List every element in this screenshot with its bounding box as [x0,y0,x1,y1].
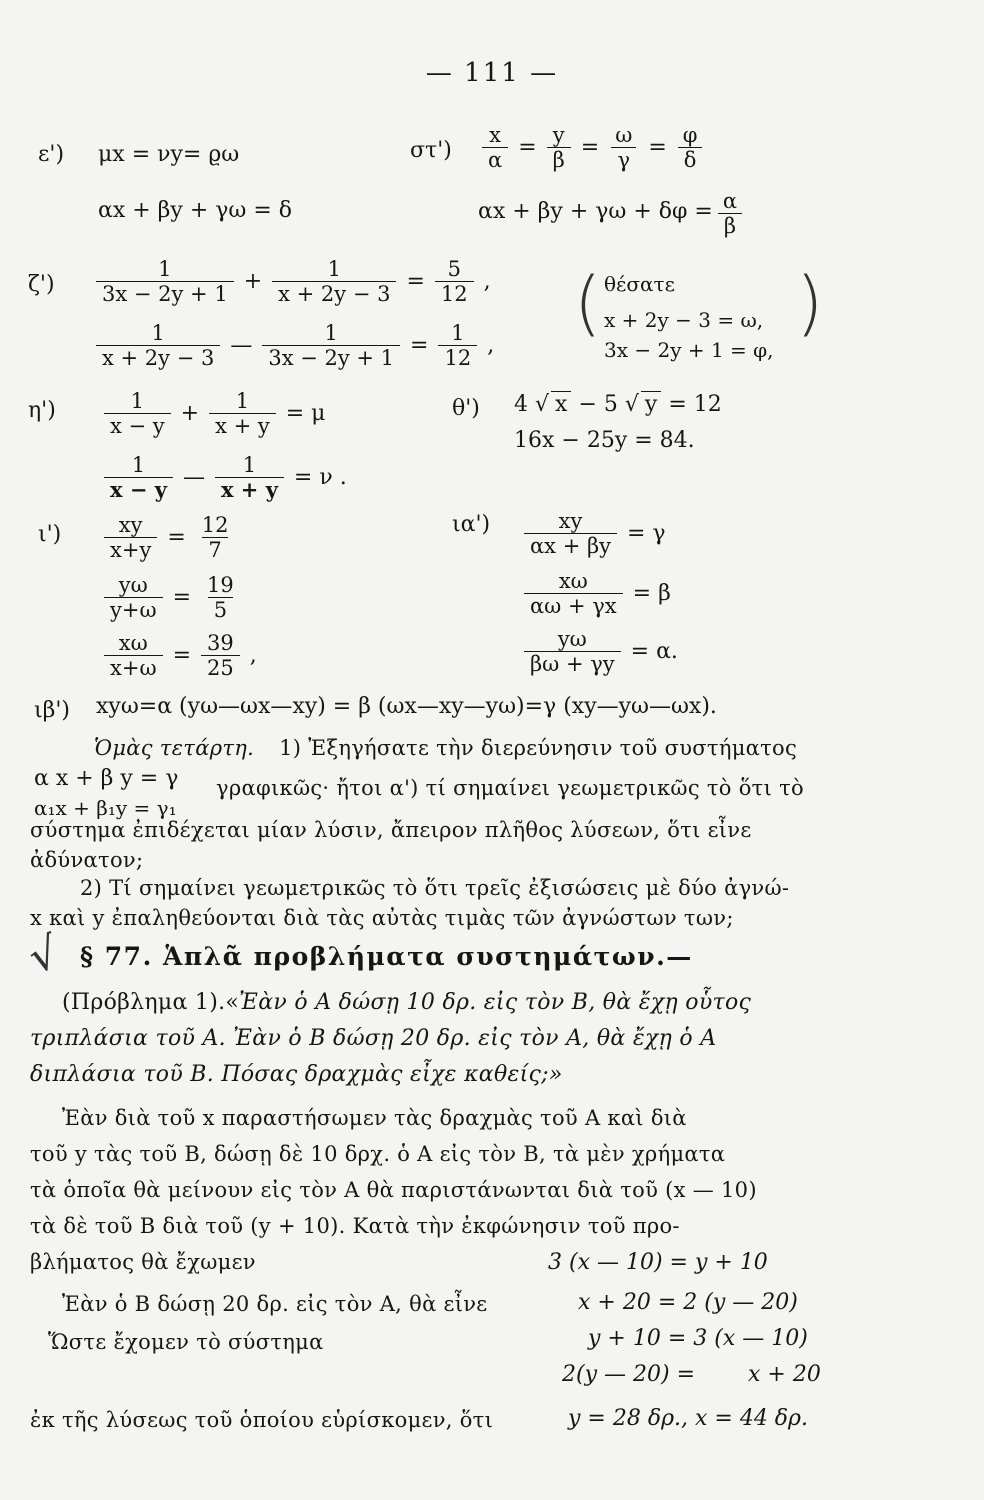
system-eq-1: α x + β y = γ [34,766,179,791]
exercise-label-z: ζ') [28,272,55,297]
question-1-line4: ἀδύνατον; [30,848,144,872]
frac-num: ω [615,123,633,147]
frac-num: 1 [130,389,145,413]
solution-line2: τοῦ y τὰς τοῦ Β, δώσῃ δὲ 10 δρχ. ὁ Α εἰς τὸν Β, τὰ μὲν χρήματα [30,1142,726,1166]
radicand: x [551,391,571,417]
solution-line6: Ἐὰν ὁ Β δώσῃ 20 δρ. εἰς τὸν Α, θὰ εἶνε [62,1292,488,1316]
section-heading: § 77. Ἁπλᾶ προβλήματα συστημάτων.— [80,942,693,971]
equals-sign: = [172,585,192,611]
substitution-note-line1: x + 2y − 3 = ω, [604,308,764,332]
question-2-line2: x καὶ y ἐπαληθεύονται διὰ τὰς αὐτὰς τιμὰς τῶν ἀγνώστων των; [30,906,734,930]
equals-sign: = [172,643,192,669]
problem-text: Ἐὰν ὁ Α δώσῃ 10 δρ. εἰς τὸν Β, θὰ ἔχῃ οὗτος [239,990,752,1015]
equation-2: x + 20 = 2 (y — 20) [578,1290,798,1315]
equation-3: y + 10 = 3 (x — 10) [588,1326,808,1351]
equation-e-line2: αx + βy + γω = δ [98,198,293,223]
final-answer: y = 28 δρ., x = 44 δρ. [568,1406,808,1431]
frac-num: 12 [201,513,229,537]
frac-num: 1 [151,321,165,345]
frac-den: 7 [202,537,227,561]
exercise-label-e: ε') [38,142,65,167]
frac-num: 1 [327,257,341,281]
frac-num: α [722,189,738,213]
plus-sign: + [243,269,263,295]
equation-z-line2 [92,322,500,369]
exercise-label-ia: ια') [452,512,491,537]
frac-den: α [482,147,508,171]
question-1-line2: γραφικῶς· ἤτοι α') τί σημαίνει γεωμετρικῶς τὸ ὅτι τὸ [216,776,804,800]
equation-i-line3 [100,632,263,679]
page-number: — 111 — [425,58,559,88]
equation-ia-line2 [520,570,677,617]
solution-line8: ἐκ τῆς λύσεως τοῦ ὁποίου εὑρίσκομεν, ὅτι [30,1408,494,1432]
equation-i-line2 [100,574,244,621]
question-2-line1: 2) Τί σημαίνει γεωμετρικῶς τὸ ὅτι τρεῖς ἐξισώσεις μὲ δύο ἀγνώ- [80,876,790,900]
frac-den: 3x − 2y + 1 [96,281,234,305]
frac-num: 1 [242,453,257,477]
frac-den: x+ω [104,655,163,679]
equation-h-line2 [100,454,353,501]
problem-line2: τριπλάσια τοῦ Α. Ἐὰν ὁ Β δώσῃ 20 δρ. εἰς τὸν Α, θὰ ἔχῃ ὁ Α [30,1026,717,1051]
frac-num: yω [118,573,148,597]
minus-sign: — [230,333,253,359]
group-title-text: Ὁμὰς τετάρτη. [94,736,255,760]
equation-h-line1 [100,390,331,437]
frac-num: xω [118,631,148,655]
equation-4-right: x + 20 [748,1362,821,1387]
frac-den: x + y [209,413,276,437]
frac-den: 12 [438,345,477,369]
comma: , [483,269,491,295]
equals-sign: = [167,525,186,551]
frac-den: βω + γy [524,651,621,675]
group-title [94,736,797,760]
sqrt-icon: √ [535,392,550,417]
substitution-note-title: θέσατε [604,272,675,296]
exercise-label-i: ι') [38,522,62,547]
frac-den: β [547,147,571,171]
equation-ib: xyω=α (yω—ωx—xy) = β (ωx—xy—yω)=γ (xy—yω—ωx). [96,694,717,719]
problem-label: (Πρόβλημα 1).« [62,990,240,1015]
frac-den: x + y [215,477,284,501]
system-eq-2: α₁x + β₁y = γ₁ [34,796,177,820]
equation-text: αx + βy + γω + δφ = [478,199,713,225]
equation-ia-line3 [520,628,684,675]
frac-den: 3x − 2y + 1 [262,345,400,369]
frac-den: x + 2y − 3 [96,345,220,369]
plus-sign: + [180,401,200,427]
frac-den: β [718,213,742,237]
equals-sign: = [580,135,600,161]
frac-den: y+ω [104,597,163,621]
frac-num: xy [558,509,583,533]
equation-ia-line1 [520,510,672,557]
frac-num: 39 [207,631,234,655]
comma: , [249,643,257,669]
equation-rhs: = μ [285,401,326,427]
exercise-label-ib: ιβ') [34,698,70,723]
frac-num: xω [558,569,588,593]
equation-1: 3 (x — 10) = y + 10 [548,1250,768,1275]
checkmark-icon: √ [22,926,66,985]
frac-den: x+y [104,537,157,561]
frac-den: 12 [435,281,474,305]
solution-line5: βλήματος θὰ ἔχωμεν [30,1250,256,1274]
solution-line4: τὰ δὲ τοῦ Β διὰ τοῦ (y + 10). Κατὰ τὴν ἐκφώνησιν τοῦ προ- [30,1214,680,1238]
frac-den: x + 2y − 3 [272,281,396,305]
equation-i-line1 [100,514,238,561]
solution-line1: Ἐὰν διὰ τοῦ x παραστήσωμεν τὰς δραχμὰς τοῦ Α καὶ διὰ [62,1106,687,1130]
equation-rhs: = 12 [668,392,722,417]
problem-line1 [62,990,751,1015]
frac-den: 5 [208,597,233,621]
exercise-label-h: η') [28,398,56,423]
exercise-label-th: θ') [452,396,480,421]
equation-rhs: = γ [626,521,666,547]
equation-z-line1 [92,258,497,305]
equation-st-line2 [478,190,747,237]
equation-st-line1 [478,124,707,171]
frac-num: xy [118,513,143,537]
equation-e-line1: μx = νy= ϱω [98,142,240,167]
frac-num: 1 [131,453,146,477]
frac-den: γ [611,147,636,171]
equation-th-line1 [514,392,722,417]
solution-line3: τὰ ὁποῖα θὰ μείνουν εἰς τὸν Α θὰ παριστάνωνται διὰ τοῦ (x — 10) [30,1178,757,1202]
frac-den: αω + γx [524,593,623,617]
minus-sign: — [182,465,205,491]
sqrt-icon: √ [624,392,639,417]
frac-num: 1 [235,389,250,413]
question-1-line3: σύστημα ἐπιδέχεται μίαν λύσιν, ἄπειρον πλῆθος λύσεων, ὅτι εἶνε [30,818,752,842]
frac-num: 19 [207,573,234,597]
frac-den: αx + βy [524,533,617,557]
equation-4-left: 2(y — 20) = [562,1362,695,1387]
frac-num: x [489,123,502,147]
right-paren-glyph: ) [796,262,824,344]
equals-sign: = [648,135,667,161]
equals-sign: = [406,269,425,295]
frac-num: 1 [158,257,172,281]
frac-den: 25 [201,655,240,679]
coefficient: 4 [514,392,528,417]
equals-sign: = [518,135,537,161]
frac-num: 1 [451,321,465,345]
coefficient: − 5 [578,392,618,417]
equation-rhs: = ν . [293,465,347,491]
frac-num: 5 [447,257,461,281]
frac-num: y [552,123,565,147]
radicand: y [641,391,661,417]
equation-rhs: = α. [630,639,678,665]
frac-den: x − y [104,413,171,437]
equation-th-line2: 16x − 25y = 84. [514,428,695,453]
frac-num: φ [682,123,698,147]
problem-line3: διπλάσια τοῦ Β. Πόσας δραχμὰς εἶχε καθείς;» [30,1062,563,1087]
exercise-label-st: στ') [410,138,452,163]
left-paren-glyph: ( [574,262,602,344]
comma: , [487,333,495,359]
frac-den: δ [678,147,703,171]
frac-num: yω [557,627,587,651]
solution-line7: Ὥστε ἔχομεν τὸ σύστημα [48,1330,324,1354]
frac-num: 1 [324,321,338,345]
equation-rhs: = β [632,581,671,607]
equals-sign: = [410,333,429,359]
substitution-note-line2: 3x − 2y + 1 = φ, [604,338,774,362]
question-1-line1: 1) Ἐξηγήσατε τὴν διερεύνησιν τοῦ συστήματος [279,736,798,760]
frac-den: x − y [104,477,173,501]
